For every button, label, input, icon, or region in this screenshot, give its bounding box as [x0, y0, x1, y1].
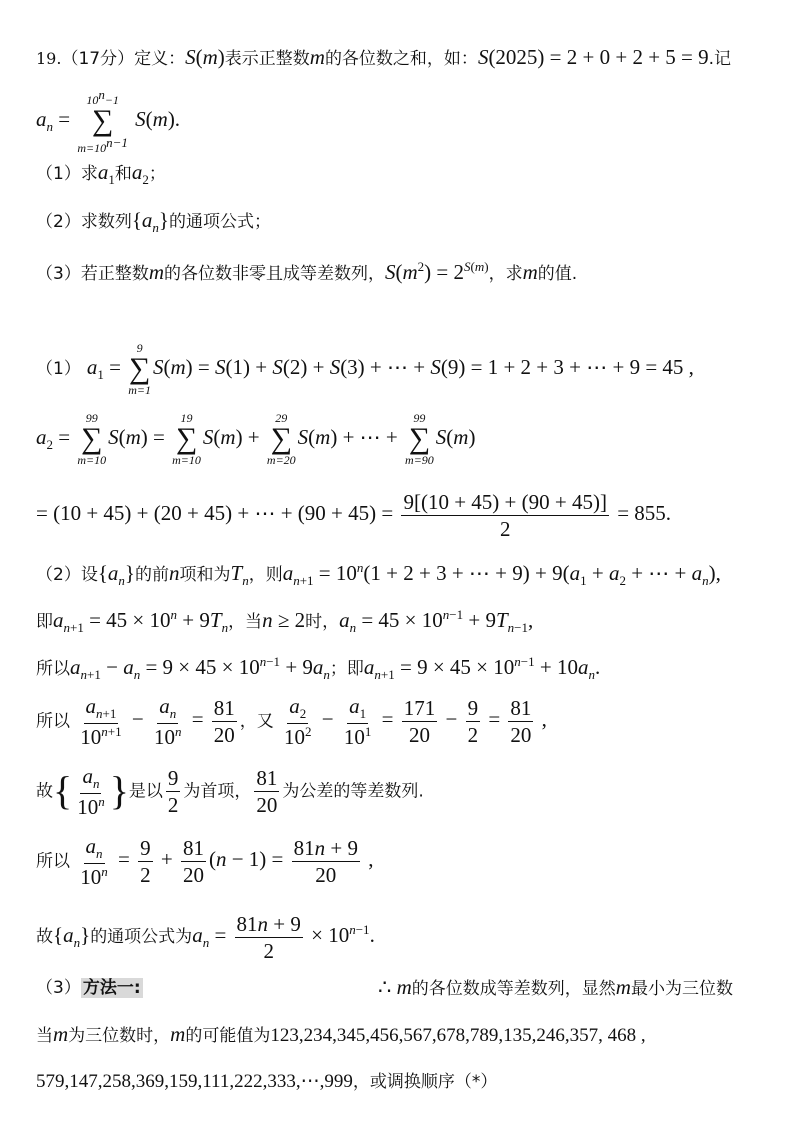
gong-cha-label: 为公差的等差数列.: [282, 781, 424, 802]
q3-mid: 的各位数非零且成等差数列，: [164, 264, 385, 284]
fraction: $\frac{81}{20}$: [256, 765, 278, 818]
sol3-text-2: 最小为三位数: [630, 979, 733, 999]
fraction: $\frac{81}{20}$: [213, 695, 235, 748]
solution-3-line-1: [36, 975, 143, 1000]
fraction: $\frac{81}{20}$: [510, 695, 532, 748]
var-m: m: [170, 1022, 186, 1046]
ke-neng-label: 的可能值为: [185, 1026, 271, 1046]
method-badge: 方法一:: [82, 978, 141, 998]
solution-2-line-2: [36, 603, 533, 640]
formula-recurrence-1: $a_{n+1} = 45 \times 10^n + 9T_n$: [53, 607, 229, 636]
fraction: $\frac{9}{2}$: [167, 765, 179, 818]
formula-q3: $S(m^2) = 2^{S(m)}$: [385, 259, 489, 284]
solution-3-line-2: [36, 1022, 646, 1048]
solution-1-a2: [36, 412, 475, 470]
q1-label: （1）求: [36, 164, 98, 184]
def-text: 表示正整数: [224, 49, 310, 69]
formula-a2-value: = (10 + 45) + (20 + 45) + ⋯ + (90 + 45) = $\frac{9[(10 + 45) + (90 + 45)]}{2}$ = 855.: [36, 489, 672, 541]
suoyi-label: 所以: [36, 711, 70, 732]
q1-and: 和: [114, 164, 132, 184]
fraction: $\frac{81}{20}$: [182, 835, 204, 888]
formula-a2: $a_2$ = 99 ∑ m=10 S(m) = 19 ∑ m=10 S(m) + 29 ∑ m=20 S(m) + ⋯ + 99 ∑ m=90 S(m): [36, 411, 476, 468]
solution-1-a2-value: [36, 488, 671, 541]
suoyi-label: 所以: [36, 659, 70, 679]
values-line-2: 579,147,258,369,159,111,222,333,⋯,999: [36, 1071, 353, 1092]
set-an: $\{a_n\}$: [97, 561, 136, 589]
formula-a1: $a_1$ = 9 ∑ m=1 S(m) = S(1) + S(2) + S(3) + ⋯ + S(9) = 1 + 2 + 3 + ⋯ + 9 = 45 ,: [86, 341, 694, 398]
var-m: m: [53, 1022, 69, 1046]
sum-symbol: $10^n-1$ ∑ $m=10^{n-1}$: [77, 87, 128, 155]
problem-line-1: [36, 45, 731, 71]
formula-example: S(2025) = 2 + 0 + 2 + 5 = 9: [477, 45, 709, 69]
formula-diff-val: [251, 765, 282, 818]
sum-symbol: 19 ∑ m=10: [172, 411, 201, 468]
sol3-label: （3）: [36, 978, 81, 998]
question-2: [36, 208, 271, 240]
def-text-2: 的各位数之和，如：: [324, 49, 478, 69]
solution-2-line-1: [36, 556, 721, 593]
dang-shi-label: 时，: [305, 612, 340, 632]
var-tn: $T_n$: [230, 561, 249, 589]
condition-n: n ≥ 2: [262, 608, 306, 632]
san-wei-label: 为三位数时，: [68, 1026, 171, 1046]
formula-an1: $a_{n+1} = 10^n(1 + 2 + 3$ + ⋯ + $9) + 9(a_1 + a_2$ + ⋯ + $a_n$),: [282, 560, 721, 589]
sol3-text: 的各位数成等差数列，显然: [411, 979, 616, 999]
set-an: $\{a_n\}$: [131, 208, 170, 236]
sol2-c: ，则: [248, 565, 283, 585]
sol2-label: （2）设: [36, 565, 98, 585]
ji-label: 即: [36, 612, 53, 632]
solution-1-a1: [36, 342, 694, 400]
question-3: [36, 255, 577, 286]
solution-2-line-6: [36, 834, 373, 889]
q1-end: ；: [148, 164, 166, 184]
shi-yi-label: 是以: [128, 781, 163, 802]
comma: ；: [329, 659, 347, 679]
formula-recurrence-2: $a_n = 45 \times 10^{n-1} + 9T_{n-1}$,: [339, 607, 534, 636]
q2-end: 的通项公式；: [169, 212, 272, 232]
fraction: $\frac{9}{2}$: [140, 835, 151, 888]
fraction: $\frac{a_n}{10^n}$: [80, 834, 108, 890]
solution-2-line-5: [36, 764, 424, 819]
fraction: $\frac{a_{n+1}}{10^{n+1}}$: [80, 694, 122, 750]
set-an: $\{a_n\}$: [53, 923, 91, 951]
values-line-1: 123,234,345,456,567,678,789,135,246,357, 468 ,: [270, 1025, 646, 1046]
solution-2-line-4: [36, 694, 547, 749]
fraction: $\frac{a_n}{10^n}$: [77, 764, 105, 820]
shou-xiang-label: 为首项，: [183, 781, 252, 802]
var-a1: $a_1$: [97, 160, 115, 188]
gu-label: 故: [36, 927, 53, 947]
formula-s-m: S(m): [185, 45, 225, 69]
problem-number: 19.: [36, 49, 62, 68]
var-a2: $a_2$: [131, 160, 149, 188]
fraction: $\frac{171}{20}$: [403, 695, 436, 748]
solution-3-line-3: [36, 1069, 497, 1094]
fraction: $\frac{9}{2}$: [467, 695, 479, 748]
fraction: $\frac{9[(10 + 45) + (90 + 45)]}{2}$: [403, 489, 607, 541]
var-m-q3b: m: [522, 260, 538, 284]
formula-diff: $a_{n+1} - a_n = 9 \times 45 \times 10^{n-1} + 9a_n$: [70, 654, 330, 683]
solution-3-line-1-right: [378, 975, 733, 1001]
q3-end: ，求: [488, 264, 523, 284]
question-1: [36, 160, 166, 192]
ji-label-2: 即: [346, 659, 364, 679]
q3-end-2: 的值.: [537, 264, 578, 284]
sol2-b: 项和为: [179, 565, 231, 585]
fraction: $\frac{a_1}{10^1}$: [343, 694, 372, 750]
fraction: $\frac{a_2}{10^2}$: [284, 694, 312, 750]
fraction: $\frac{81n + 9}{2}$: [236, 911, 301, 963]
you-label: ，又: [239, 711, 274, 732]
solution-2-line-3: [36, 650, 600, 687]
formula-an-def: $a_n$ = $10^n-1$ ∑ $m=10^{n-1}$ S(m).: [36, 87, 181, 155]
q3-label: （3）若正整数: [36, 264, 149, 284]
dang-m-label: 当: [36, 1026, 53, 1046]
sum-symbol: 29 ∑ m=20: [266, 411, 296, 468]
fraction: $\frac{a_n}{10^n}$: [153, 694, 182, 750]
var-m: m: [615, 975, 631, 999]
formula-ratio: $\frac{a_{n+1}}{10^{n+1}}$ − $\frac{a_n}{10^n}$ = $\frac{81}{20}$: [80, 694, 235, 750]
sol2-a: 的前: [135, 565, 170, 585]
therefore-symbol: ∴ m: [378, 975, 412, 999]
gu-label: 故: [36, 781, 53, 802]
def-label: 定义：: [134, 49, 186, 69]
formula-first: [163, 765, 184, 818]
example-tail: .记: [708, 49, 732, 69]
formula-diff-2: $a_{n+1} = 9 \times 45 \times 10^{n-1} + 10a_n$.: [363, 654, 601, 683]
var-n: n: [169, 561, 180, 585]
tong-xiang-label: 的通项公式为: [90, 927, 193, 947]
formula-general: $\frac{a_n}{10^n}$ = $\frac{9}{2}$ + $\frac{81}{20}$ (n − 1) = $\frac{81n + 9}{20}$ ,: [80, 834, 374, 890]
suoyi-label: 所以: [36, 851, 70, 872]
formula-ratio-2: $\frac{a_2}{10^2}$ − $\frac{a_1}{10^1}$ = $\frac{171}{20}$ − $\frac{9}{2}$ = $\frac{81}{20}$ ,: [284, 694, 547, 750]
tail-text: ，或调换顺序（*）: [352, 1072, 498, 1092]
solution-2-line-7: [36, 905, 375, 968]
sum-symbol: 99 ∑ m=90: [405, 411, 434, 468]
sum-symbol: 9 ∑ m=1: [128, 341, 151, 398]
problem-line-2: [36, 88, 180, 154]
problem-score: （17分）: [61, 49, 135, 69]
sol1-label: （1）: [36, 359, 81, 379]
fraction: $\frac{81n + 9}{20}$: [293, 835, 358, 888]
q2-label: （2）求数列: [36, 212, 132, 232]
var-m-q3: m: [148, 260, 164, 284]
var-m: m: [309, 45, 325, 69]
formula-seq: { $\frac{a_n}{10^n}$ }: [53, 764, 129, 820]
sum-symbol: 99 ∑ m=10: [77, 411, 107, 468]
formula-final: $a_n$ = $\frac{81n + 9}{2}$ × $10^{n-1}$.: [192, 911, 375, 963]
dang-label: ，当: [228, 612, 263, 632]
